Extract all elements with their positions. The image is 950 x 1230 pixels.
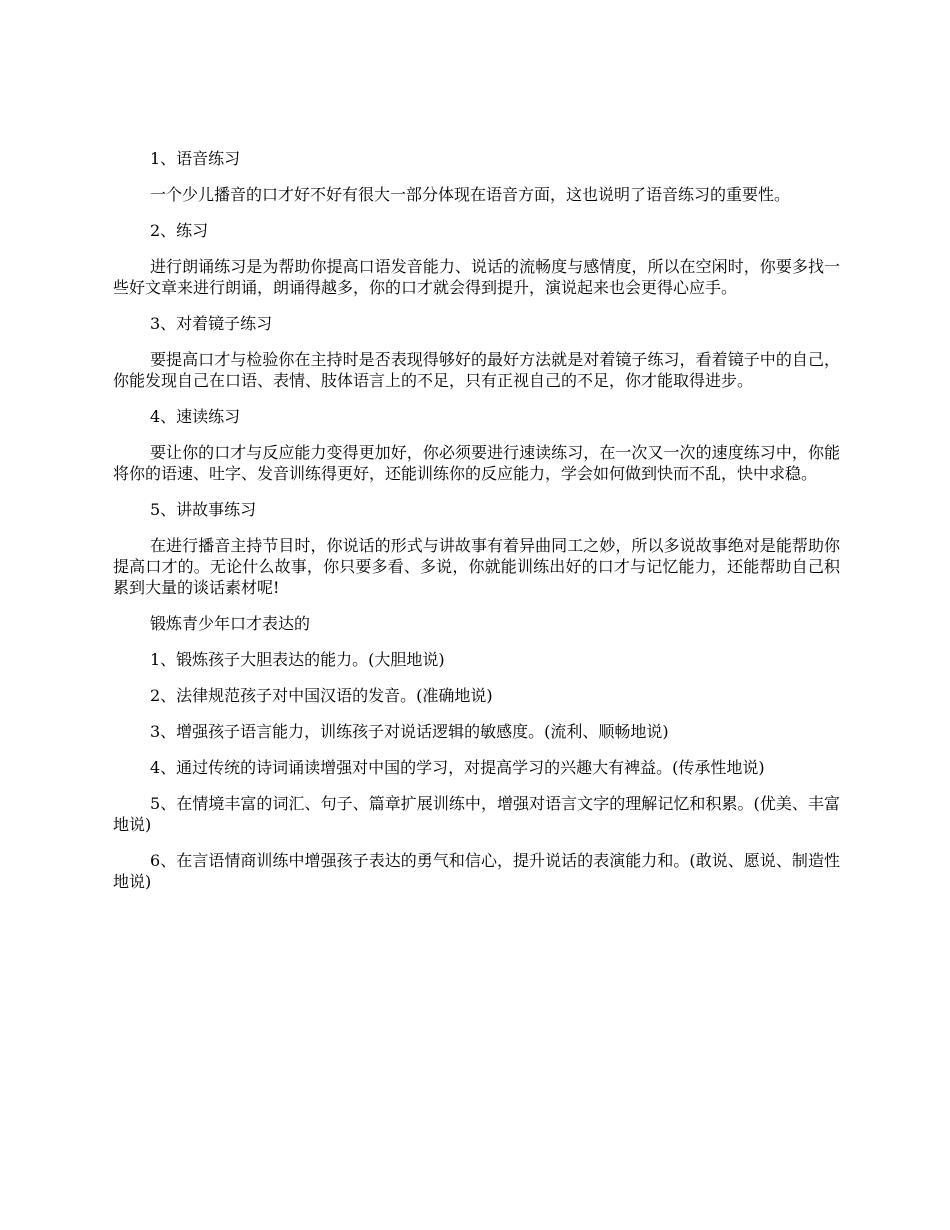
paragraph-storytelling: 在进行播音主持节目时，你说话的形式与讲故事有着异曲同工之妙，所以多说故事绝对是能帮助你提高口才的。无论什么故事，你只要多看、多说，你就能训练出好的口才与记忆能力，还能帮助自己积累到大量的谈话素材呢! xyxy=(113,536,840,597)
section-heading-mirror-practice: 3、对着镜子练习 xyxy=(150,314,273,333)
list-item: 5、在情境丰富的词汇、句子、篇章扩展训练中，增强对语言文字的理解记忆和积累。(优美、丰富地说) xyxy=(113,794,840,834)
paragraph-speed-reading: 要让你的口才与反应能力变得更加好，你必须要进行速读练习，在一次又一次的速度练习中，你能将你的语速、吐字、发音训练得更好，还能训练你的反应能力，学会如何做到快而不乱，快中求稳。 xyxy=(113,443,840,483)
list-item: 1、锻炼孩子大胆表达的能力。(大胆地说) xyxy=(150,650,445,669)
list-item: 4、通过传统的诗词诵读增强对中国的学习，对提高学习的兴趣大有裨益。(传承性地说) xyxy=(150,758,765,777)
paragraph-voice-practice: 一个少儿播音的口才好不好有很大一部分体现在语音方面，这也说明了语音练习的重要性。 xyxy=(150,185,791,204)
section-heading-youth-eloquence: 锻炼青少年口才表达的 xyxy=(150,614,311,633)
document-body xyxy=(113,148,840,907)
paragraph-recitation: 进行朗诵练习是为帮助你提高口语发音能力、说话的流畅度与感情度，所以在空闲时，你要多找一些好文章来进行朗诵，朗诵得越多，你的口才就会得到提升，演说起来也会更得心应手。 xyxy=(113,257,840,297)
list-item: 3、增强孩子语言能力，训练孩子对说话逻辑的敏感度。(流利、顺畅地说) xyxy=(150,722,669,741)
paragraph-mirror-practice: 要提高口才与检验你在主持时是否表现得够好的最好方法就是对着镜子练习，看着镜子中的自己，你能发现自己在口语、表情、肢体语言上的不足，只有正视自己的不足，你才能取得进步。 xyxy=(113,350,840,390)
section-heading-voice-practice: 1、语音练习 xyxy=(150,149,241,168)
section-heading-speed-reading: 4、速读练习 xyxy=(150,407,241,426)
section-heading-storytelling: 5、讲故事练习 xyxy=(150,500,257,519)
section-heading-practice: 2、练习 xyxy=(150,221,209,240)
list-item: 6、在言语情商训练中增强孩子表达的勇气和信心，提升说话的表演能力和。(敢说、愿说、制造性地说) xyxy=(113,851,840,891)
list-item: 2、法律规范孩子对中国汉语的发音。(准确地说) xyxy=(150,686,493,705)
